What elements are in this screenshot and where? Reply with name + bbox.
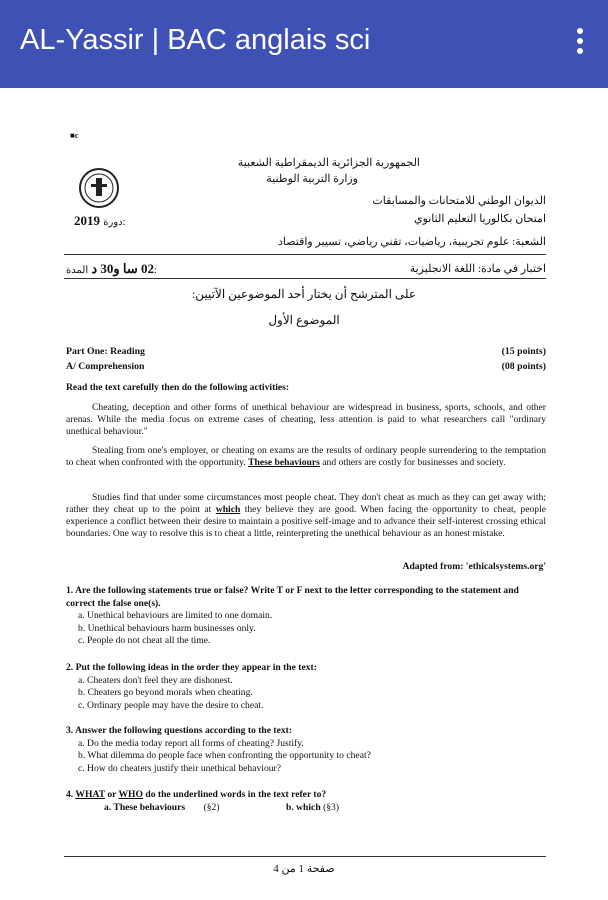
question-2 (66, 662, 546, 712)
question-1-item-b: b. Unethical behaviours harm businesses only. (78, 622, 256, 634)
session (74, 213, 125, 229)
question-1-item-c: c. People do not cheat all the time. (78, 635, 211, 646)
subject-divider (64, 278, 546, 279)
question-4-items (66, 802, 546, 815)
comprehension-points: (08 points) (501, 361, 546, 372)
question-4-title: 4. WHAT or WHO do the underlined words in the text refer to? (66, 789, 327, 800)
part-one-points: (15 points) (501, 346, 546, 357)
read-instruction: Read the text carefully then do the following activities: (66, 382, 290, 393)
page-number: صفحة 1 من 4 (273, 863, 335, 875)
question-3 (66, 725, 546, 775)
comprehension-heading: A/ Comprehension (66, 361, 145, 372)
footer-divider (64, 856, 546, 857)
question-1 (66, 585, 546, 648)
question-2-item-c: c. Ordinary people may have the desire to cheat. (78, 699, 264, 711)
question-1-title: 1. Are the following statements true or false? Write T or F next to the letter corresponding to the statement and correct the false one(s). (66, 585, 519, 609)
paragraph-2: Stealing from one's employer, or cheating on exams are the results of ordinary people surrendering to the temptation to cheat when confronted with the opportunity. These behaviours and others are costly for businesses and society. (66, 445, 546, 468)
topic-one-heading: الموضوع الأول (268, 313, 340, 327)
question-1-item-a: a. Unethical behaviours are limited to one domain. (78, 610, 273, 621)
question-3-title: 3. Answer the following questions according to the text: (66, 725, 293, 736)
duration-value: 02 سا و30 د (91, 261, 155, 276)
header-exam: امتحان بكالوريا التعليم الثانوي (413, 213, 546, 225)
duration (66, 261, 157, 277)
paragraph-3: Studies find that under some circumstances most people cheat. They don't cheat as much as they can get away with; rather they cheat up to the point at which they believe they are good. When facing the opportunity to cheat, people experience a conflict between their desire to maintain a positive self-image and to advance their self-interest crossing ethical boundaries. One way to resolve this is to cheat a little, reinterpreting the unethical behaviour as an honest mistake. (66, 492, 547, 539)
question-2-title: 2. Put the following ideas in the order they appear in the text: (66, 662, 317, 673)
question-2-item-a: a. Cheaters don't feel they are dishonest. (78, 674, 233, 686)
question-4-item-b-ref: (§3) (323, 801, 340, 813)
ministry-seal (76, 166, 122, 215)
duration-label: المدة: (66, 265, 157, 276)
question-3-item-c: c. How do cheaters justify their unethical behaviour? (78, 762, 281, 774)
paragraph-1: Cheating, deception and other forms of unethical behaviour are widespread in business, sports, schools, and other arenas. While the media focus on extreme cases of cheating, less attention is paid to what researchers call "ordinary unethical behaviour." (66, 402, 546, 437)
question-4-item-a-ref: (§2) (203, 801, 220, 813)
question-3-item-a: a. Do the media today report all forms of cheating? Justify. (78, 737, 304, 749)
underlined-these-behaviours: These behaviours (248, 457, 320, 468)
app-title: AL-Yassir | BAC anglais sci (20, 24, 371, 56)
header-streams: الشعبة: علوم تجريبية، رياضيات، تقني رياضي، تسيير واقتصاد (278, 236, 546, 248)
question-4-item-b: b. which (286, 801, 321, 813)
underlined-which: which (215, 504, 241, 515)
header-subject: اختبار في مادة: اللغة الانجليزية (409, 263, 546, 275)
header-divider (64, 254, 546, 255)
session-label: دورة: (103, 217, 126, 228)
question-4-item-b-wrap (286, 802, 339, 815)
question-4-item-a: a. These behaviours (104, 801, 186, 813)
app-bar (0, 0, 608, 88)
corner-mark: ■c (70, 131, 79, 140)
question-4 (66, 789, 546, 814)
header-office: الديوان الوطني للامتحانات والمسابقات (372, 195, 546, 207)
header-ministry: وزارة التربية الوطنية (266, 173, 358, 185)
header-republic: الجمهورية الجزائرية الديمقراطية الشعبية (237, 157, 420, 169)
session-year: 2019 (74, 213, 100, 228)
more-vert-icon[interactable] (574, 28, 586, 58)
choose-instruction: على المترشح أن يختار أحد الموضوعين الآتيين: (191, 287, 417, 301)
exam-document-page[interactable] (0, 88, 608, 900)
question-3-item-b: b. What dilemma do people face when confronting the opportunity to cheat? (78, 750, 371, 761)
part-one-heading: Part One: Reading (66, 346, 145, 357)
question-2-item-b: b. Cheaters go beyond morals when cheating. (78, 687, 253, 698)
source-credit: Adapted from: 'ethicalsystems.org' (402, 561, 546, 572)
